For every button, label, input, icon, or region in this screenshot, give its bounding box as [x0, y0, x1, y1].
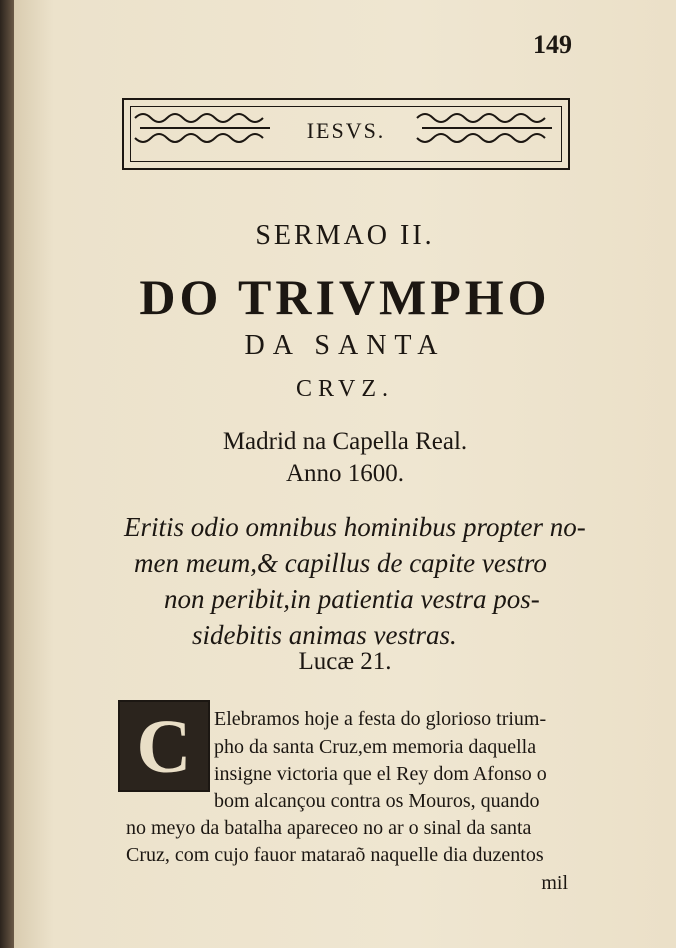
book-gutter — [0, 0, 14, 948]
place-line: Madrid na Capella Real. — [222, 428, 468, 455]
book-page — [14, 0, 676, 948]
body-text-line: Elebramos hoje a festa do glorioso trium- — [214, 708, 547, 730]
page-subtitle: DA SANTA — [244, 330, 446, 361]
epigraph-line: non peribit,in patientia vestra pos- — [164, 584, 540, 614]
body-text-line: bom alcançou contra os Mouros, quando — [214, 790, 540, 812]
decorated-initial — [118, 700, 210, 792]
body-text-line: insigne victoria que el Rey dom Afonso o — [214, 763, 547, 785]
initial-letter: C — [136, 705, 192, 789]
headpiece-label: IESVS. — [306, 118, 386, 143]
epigraph-line: Eritis odio omnibus hominibus propter no- — [124, 512, 586, 542]
page-title: DO TRIVMPHO — [139, 269, 551, 325]
catchword: mil — [541, 872, 568, 894]
epigraph-line: men meum,& capillus de capite vestro — [134, 548, 547, 578]
body-text-line: Cruz, com cujo fauor mataraõ naquelle dia duzentos — [126, 844, 544, 866]
epigraph-line: sidebitis animas vestras. — [192, 620, 457, 650]
scripture-reference: Lucæ 21. — [298, 648, 392, 675]
page-number: 149 — [533, 30, 572, 59]
body-text-line: pho da santa Cruz,em memoria daquella — [214, 736, 537, 758]
body-text-line: no meyo da batalha apareceo no ar o sinal da santa — [126, 817, 532, 839]
sermon-heading: SERMAO II. — [255, 220, 435, 251]
ornamental-headpiece — [122, 98, 570, 170]
ornament-right-icon — [412, 108, 562, 148]
page-subtitle-continued: CRVZ. — [295, 376, 395, 402]
year-line: Anno 1600. — [285, 460, 405, 487]
